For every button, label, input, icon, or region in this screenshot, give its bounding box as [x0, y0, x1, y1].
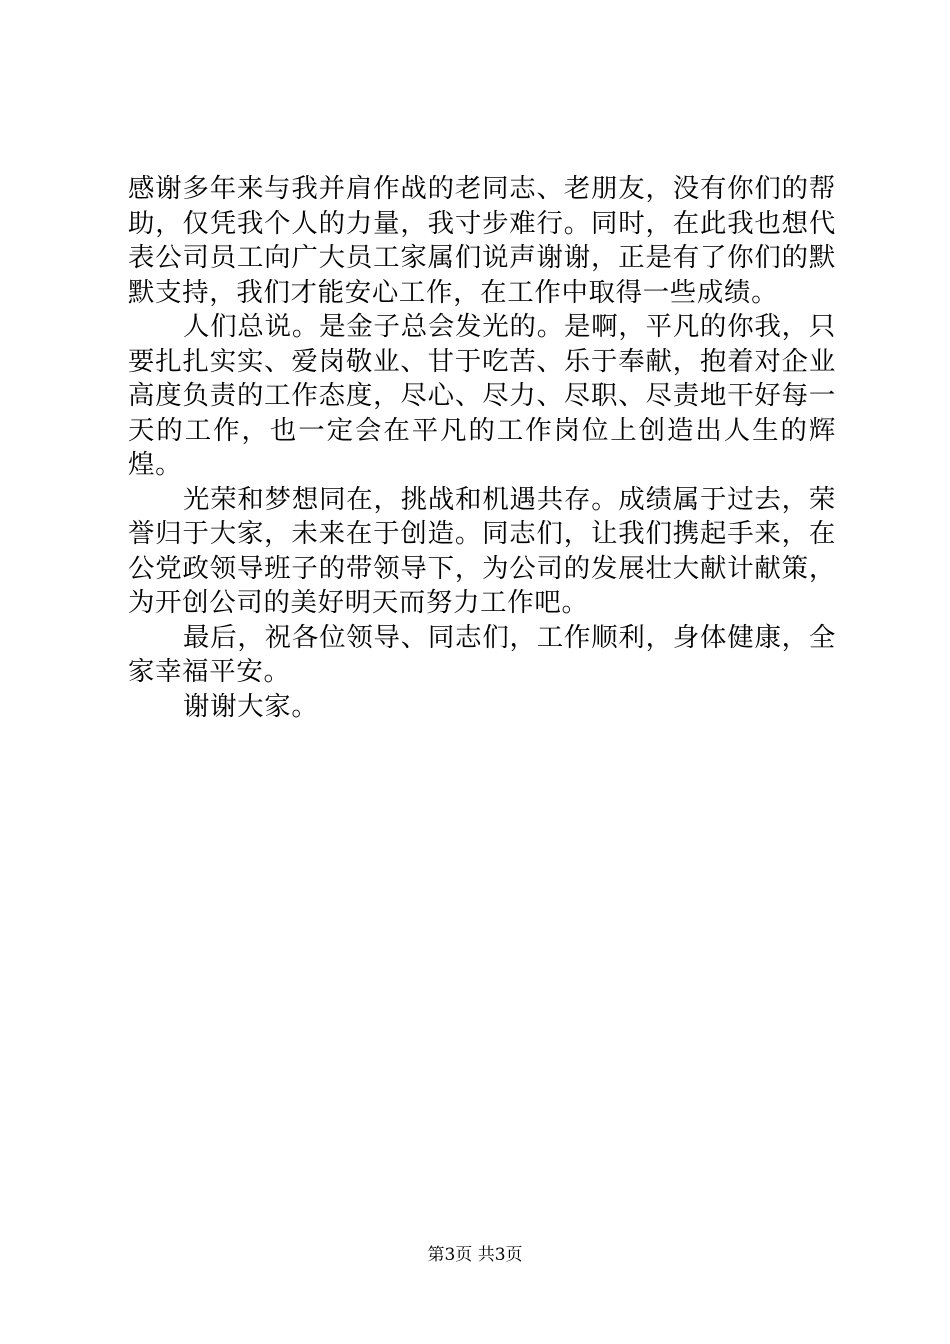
- paragraph-gold-shines: 人们总说。是金子总会发光的。是啊，平凡的你我，只要扎扎实实、爱岗敬业、甘于吃苦、乐于奉献，抱着对企业高度负责的工作态度，尽心、尽力、尽职、尽责地干好每一天的工作，也一定会在平凡的工作岗位上创造出人生的辉煌。: [128, 311, 836, 480]
- paragraph-thanks-colleagues: 感谢多年来与我并肩作战的老同志、老朋友，没有你们的帮助，仅凭我个人的力量，我寸步难行。同时，在此我也想代表公司员工向广大员工家属们说声谢谢，正是有了你们的默默支持，我们才能安心工作，在工作中取得一些成绩。: [128, 173, 836, 308]
- paragraph-thank-you: 谢谢大家。: [183, 690, 319, 722]
- paragraph-best-wishes: 最后，祝各位领导、同志们，工作顺利，身体健康，全家幸福平安。: [128, 621, 836, 687]
- document-body: [128, 172, 836, 724]
- page-number: 第3页 共3页: [427, 1245, 523, 1265]
- page-footer: [0, 1244, 950, 1266]
- paragraph-glory-dreams: 光荣和梦想同在，挑战和机遇共存。成绩属于过去，荣誉归于大家，未来在于创造。同志们，让我们携起手来，在公党政领导班子的带领导下，为公司的发展壮大献计献策，为开创公司的美好明天而努力工作吧。: [128, 483, 836, 618]
